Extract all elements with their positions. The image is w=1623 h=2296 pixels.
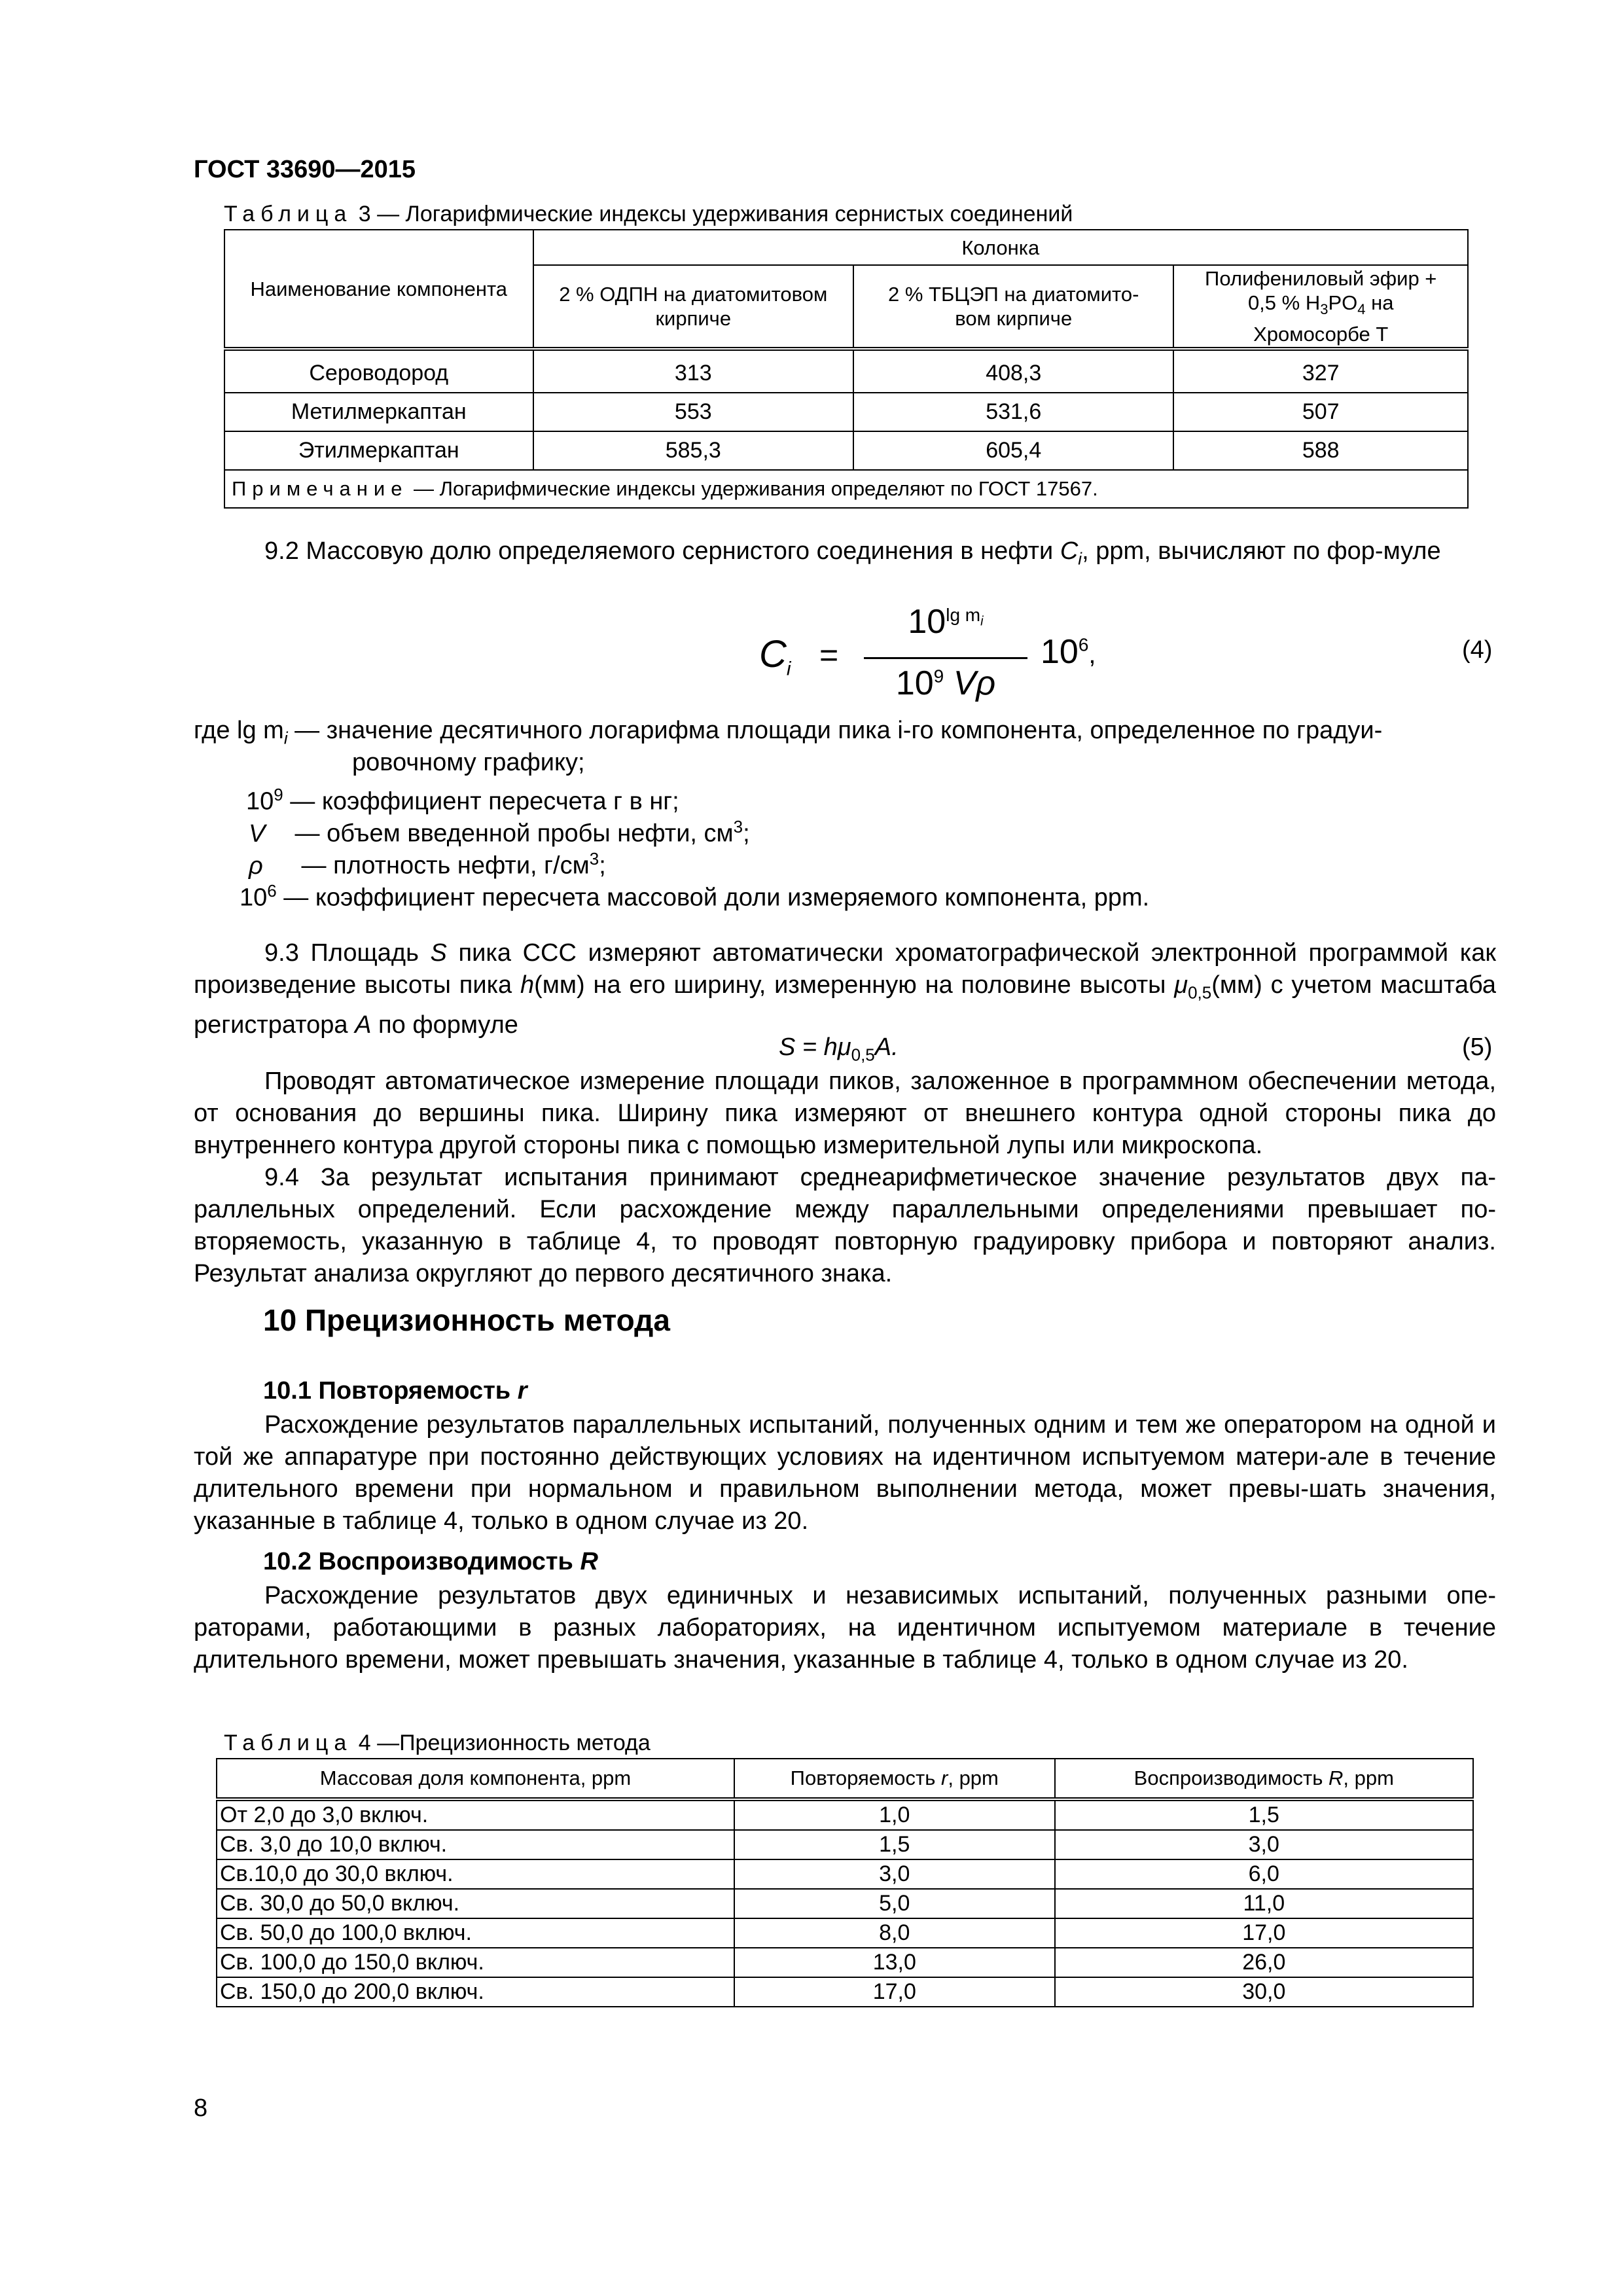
table-row [224,431,1468,470]
table3-cell-v3: 507 [1173,393,1468,431]
legend-symbol: ρ [249,852,263,880]
formula-factor-sup: 6 [1078,634,1089,655]
table4-cell-R: 26,0 [1055,1948,1473,1977]
paragraph-9-2 [194,535,1496,575]
table3-cell-v2: 408,3 [853,349,1173,393]
formula-num-sup-text: lg m [946,604,981,625]
table4-cell-range: Св. 50,0 до 100,0 включ. [217,1918,734,1948]
legend-symbol: 10 [240,884,268,912]
table3-cell-name: Метилмеркаптан [224,393,533,431]
table4-cell-r: 8,0 [734,1918,1055,1948]
legend-text: — коэффициент пересчета г в нг; [283,787,679,816]
document-id: ГОСТ 33690—2015 [194,156,416,183]
table3-header-col2: 2 % ТБЦЭП на диатомито-вом кирпиче [853,265,1173,349]
table3-note [224,470,1468,508]
table3-note-word: Примечание [232,477,408,500]
formula-den-sup: 9 [933,666,944,687]
table4-cell-R: 11,0 [1055,1889,1473,1918]
table3-header-column-group: Колонка [533,230,1468,265]
paragraph-10-1: Расхождение результатов параллельных испытаний, полученных одним и тем же оператором на одной и той же аппаратуре при постоянно действующих условиях на идентичном испытуемом матери-але в течение длительного времени при нормальном и правильном выполнении метода, может превы-шать значения, указанные в таблице 4, только в одном случае из 20. [194,1411,1496,1535]
legend-symbol: где lg m [194,717,284,744]
formula-4 [759,602,1099,713]
table4-cell-range: Св. 30,0 до 50,0 включ. [217,1889,734,1918]
table3-header-component: Наименование компонента [224,230,533,349]
header-var: R [1328,1767,1344,1789]
formula-factor-base: 10 [1041,633,1079,671]
formula-4-number: (4) [1462,636,1493,664]
text: , ppm, вычисляют по фор-муле [1082,537,1441,565]
table4-cell-R: 30,0 [1055,1977,1473,2007]
table4 [216,1758,1474,2007]
table3-note-text: — Логарифмические индексы удерживания определяют по ГОСТ 17567. [408,477,1098,500]
page-number: 8 [194,2094,208,2122]
formula-den-rest: Vρ [944,664,996,702]
legend-text: — плотность нефти, г/см [294,852,590,880]
var-s: S [430,939,447,967]
formula-5-sub: 0,5 [851,1045,875,1065]
formula-denominator [864,664,1027,703]
formula-text: 0,5 % H [1247,291,1321,315]
paragraph-9-4: 9.4 За результат испытания принимают среднеарифметическое значение результатов двух па-раллельных определений. Если расхождение между параллельными определениями превышает по-вторяемость, указанную в таблице 4, то проводят повторную градуировку прибора и повторяют анализ. Результат анализа округляют до первого десятичного знака. [194,1164,1496,1287]
text: пика ССС измеряют автоматически хроматографической электронной программой как произведение высоты пика [194,939,1496,999]
legend-text-end: ; [599,852,606,880]
table3-header-col1: 2 % ОДПН на диатомитовом кирпиче [533,265,853,349]
formula-factor [1041,632,1096,672]
table3-cell-v1: 553 [533,393,853,431]
heading-var: r [517,1377,527,1405]
table4-cell-r: 5,0 [734,1889,1055,1918]
legend-text: — значение десятичного логарифма площади пика i-го компонента, определенное по градуи- [287,717,1383,744]
table4-cell-r: 13,0 [734,1948,1055,1977]
formula-5-number: (5) [1462,1033,1493,1061]
legend-sup: 3 [733,817,743,836]
formula-numerator [864,602,1027,641]
formula-text: PO [1328,291,1358,315]
table4-cell-r: 1,5 [734,1830,1055,1859]
legend-sub: i [283,728,288,748]
text: (мм) на его ширину, измеренную на половине высоты [534,971,1175,999]
table3-header-col3-line1: Полифениловый эфир + [1205,267,1437,291]
table4-cell-R: 1,5 [1055,1799,1473,1830]
legend-item-10-6 [240,875,1149,914]
section-10-2-title [263,1548,598,1576]
formula-eq: = [819,637,839,673]
table3-caption-word: Таблица [224,202,353,226]
table3-caption-text: 3 — Логарифмические индексы удерживания сернистых соединений [352,202,1073,226]
table3-cell-name: Этилмеркаптан [224,431,533,470]
table3-cell-name: Сероводород [224,349,533,393]
text: 9.2 Массовую долю определяемого сернистого соединения в нефти [264,537,1060,565]
table-row [224,349,1468,393]
table3-cell-v3: 588 [1173,431,1468,470]
text: (мм) с учетом масштаба регистратора [194,971,1497,1039]
paragraph-9-3-continued: Проводят автоматическое измерение площади пиков, заложенное в программном обеспечении метода, от основания до вершины пика. Ширину пика измеряют от внешнего контура одной стороны пика до внутреннего контура другой стороны пика с помощью измерительной лупы или микроскопа. [194,1067,1496,1159]
var-sub: 0,5 [1188,982,1212,1003]
legend-symbol: V [249,819,266,848]
legend-text: — коэффициент пересчета массовой доли измеряемого компонента, ppm. [276,884,1150,912]
table-row [224,393,1468,431]
table-row [217,1830,1473,1859]
table4-caption-word: Таблица [224,1731,353,1755]
table3-cell-v3: 327 [1173,349,1468,393]
heading-var: R [580,1548,598,1575]
formula-text: на [1365,291,1394,315]
formula-sub: 4 [1357,301,1366,318]
table4-cell-range: Св. 3,0 до 10,0 включ. [217,1830,734,1859]
section-10-title: 10 Прецизионность метода [263,1303,670,1337]
legend-text: — объем введенной пробы нефти, см [288,819,734,848]
var-mu: μ [1174,971,1188,999]
table4-cell-range: Св. 150,0 до 200,0 включ. [217,1977,734,2007]
header-text: , ppm [1343,1767,1394,1789]
formula-num: 10 [908,603,946,641]
table-row [217,1799,1473,1830]
var-c: C [1060,537,1079,565]
table4-cell-R: 17,0 [1055,1918,1473,1948]
legend-sup: 6 [267,881,277,901]
table4-cell-r: 1,0 [734,1799,1055,1830]
legend-text-end: ; [743,819,750,848]
var-h: h [520,971,535,999]
table-row [217,1977,1473,2007]
formula-den: 10 [895,664,934,702]
header-text: Воспроизводимость [1133,1767,1329,1789]
table4-caption-text: 4 —Прецизионность метода [352,1731,651,1755]
table3-caption [224,202,1073,227]
paragraph-10-2: Расхождение результатов двух единичных и независимых испытаний, полученных разными опе-раторами, работающими в разных лабораториях, на идентичном испытуемом материале в течение длительного времени, может превышать значения, указанные в таблице 4, только в одном случае из 20. [194,1582,1496,1674]
section-10-1-title [263,1377,527,1405]
text: 9.3 Площадь [264,939,431,967]
table3-header-col3-line2 [1174,291,1467,321]
table4-cell-R: 6,0 [1055,1859,1473,1889]
legend-symbol: 10 [246,787,274,816]
table4-cell-range: Св. 100,0 до 150,0 включ. [217,1948,734,1977]
paragraph-9-3 [194,937,1496,1041]
header-text: , ppm [948,1767,999,1789]
text: по формуле [371,1011,518,1039]
table3-cell-v1: 585,3 [533,431,853,470]
formula-5-text: S = hμ [779,1033,851,1061]
legend-sup: 3 [589,849,599,869]
table-row [217,1918,1473,1948]
table-row [217,1948,1473,1977]
header-text: Повторяемость [790,1767,942,1789]
formula-lhs: C [759,633,787,675]
legend-sup: 9 [274,785,283,804]
formula-num-sup-sub: i [980,614,984,629]
table4-cell-range: От 2,0 до 3,0 включ. [217,1799,734,1830]
table4-cell-r: 17,0 [734,1977,1055,2007]
formula-tail: , [1088,640,1096,669]
table3 [224,229,1469,509]
table4-cell-range: Св.10,0 до 30,0 включ. [217,1859,734,1889]
table-row [217,1859,1473,1889]
formula-num-sup [946,604,984,629]
var-a: A [355,1011,372,1039]
table3-cell-v2: 605,4 [853,431,1173,470]
table3-header-col3-line3: Хромосорбе Т [1253,322,1389,346]
formula-sub: 3 [1320,301,1329,318]
table-row [217,1889,1473,1918]
heading-text: 10.2 Воспроизводимость [263,1548,580,1575]
table3-header-col3 [1173,265,1468,349]
table4-caption [224,1731,651,1756]
formula-5-end: A. [874,1033,899,1061]
formula-lhs-sub: i [786,658,791,680]
legend-item-lgm-cont: ровочному графику; [352,749,585,776]
table4-cell-R: 3,0 [1055,1830,1473,1859]
var-sub: i [1078,548,1082,569]
table4-header-col2 [734,1759,1055,1799]
table4-header-col3 [1055,1759,1473,1799]
fraction-bar [864,657,1027,659]
table4-header-col1: Массовая доля компонента, ppm [217,1759,734,1799]
header-var: r [941,1767,948,1789]
formula-5 [779,1033,899,1066]
table4-cell-r: 3,0 [734,1859,1055,1889]
heading-text: 10.1 Повторяемость [263,1377,518,1405]
table3-cell-v1: 313 [533,349,853,393]
table3-cell-v2: 531,6 [853,393,1173,431]
